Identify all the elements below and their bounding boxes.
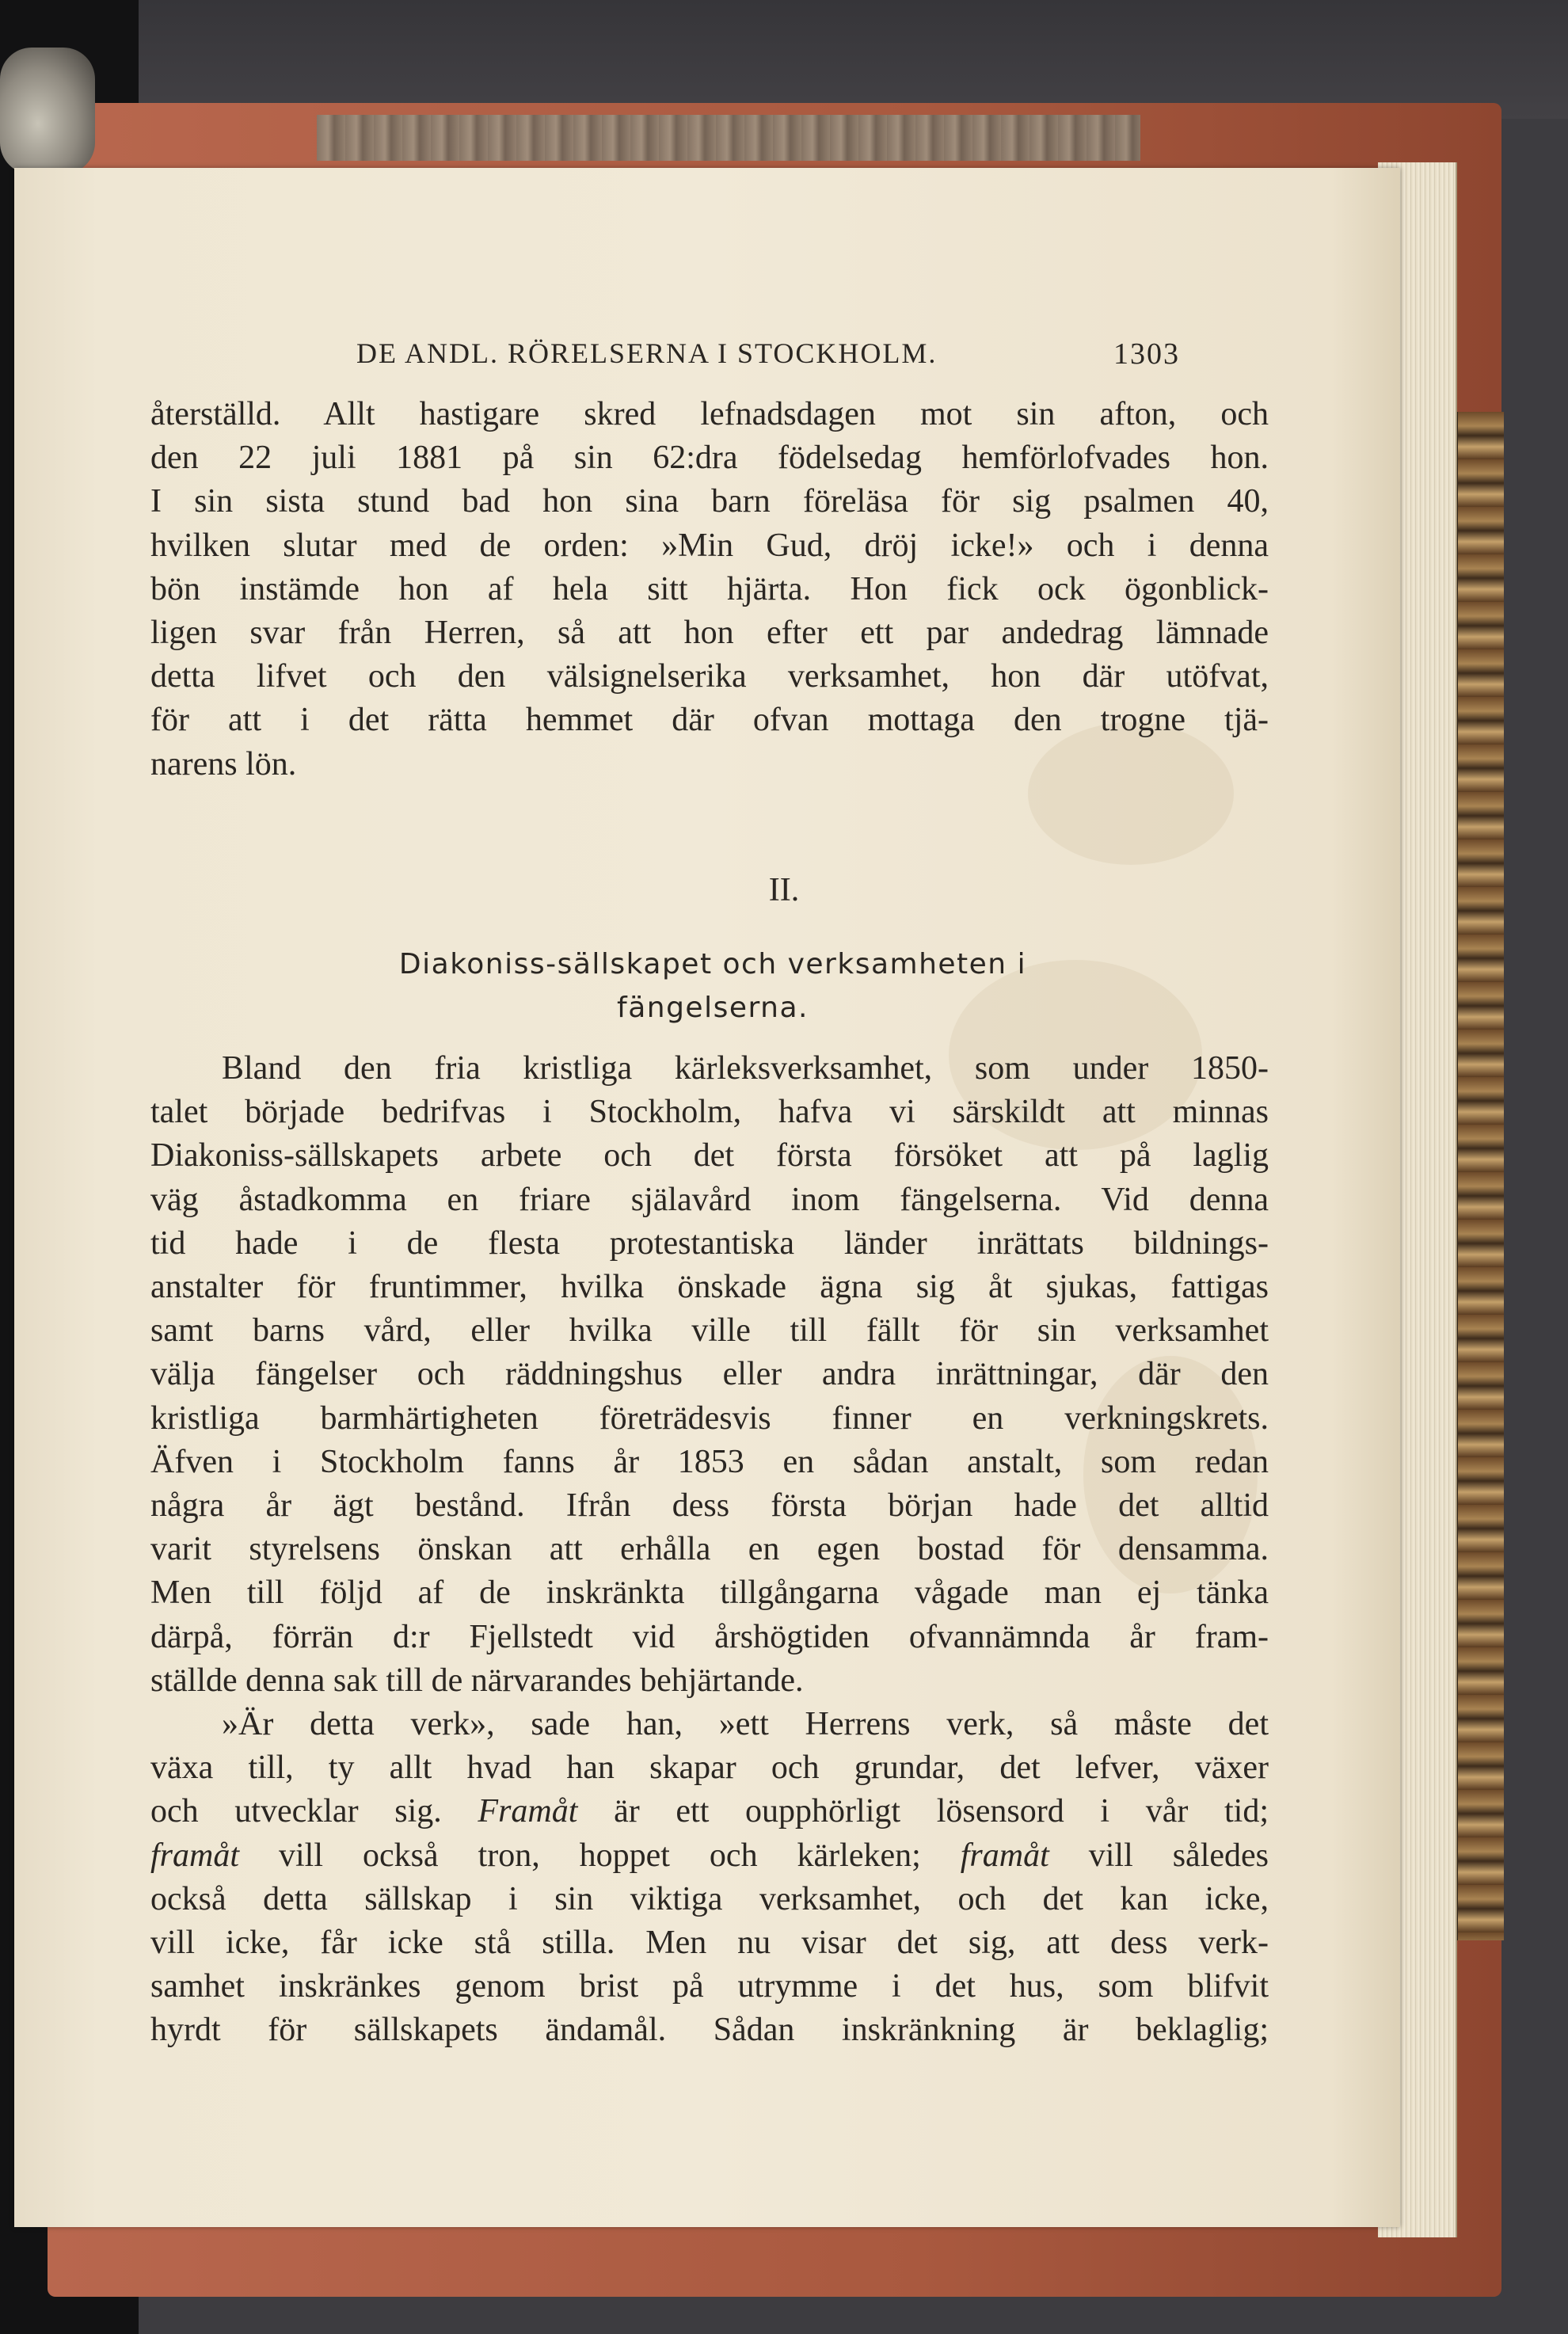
text-line: Men till följd af de inskränkta tillgångarna vågade man ej tänka (150, 1574, 1269, 1612)
text-line: den 22 juli 1881 på sin 62:dra födelsedag hemförlofvades hon. (150, 440, 1269, 477)
section-heading-line: Diakoniss-sällskapet och verksamheten i (398, 948, 1027, 980)
text-line: hyrdt för sällskapets ändamål. Sådan inskränkning är beklaglig; (150, 2012, 1269, 2049)
text-line: samhet inskränkes genom brist på utrymme i det hus, som blifvit (150, 1968, 1269, 2005)
running-head-title: DE ANDL. RÖRELSERNA I STOCKHOLM. (356, 337, 938, 369)
section-heading-line: fängelserna. (617, 992, 809, 1024)
text-line: varit styrelsens önskan att erhålla en egen bostad för densamma. (150, 1531, 1269, 1568)
italic-emphasis: framåt (960, 1837, 1049, 1874)
text-line: välja fängelser och räddningshus eller andra inrättningar, där den (150, 1356, 1269, 1393)
paragraph-2 (150, 1047, 1269, 2053)
text-line: I sin sista stund bad hon sina barn föreläsa för sig psalmen 40, (150, 483, 1269, 520)
text-line: ställde denna sak till de närvarandes behjärtande. (150, 1662, 804, 1699)
text-line: ligen svar från Herren, så att hon efter ett par andedrag lämnade (150, 615, 1269, 652)
text-line: samt barns vård, eller hvilka ville till fällt för sin verksamhet (150, 1312, 1269, 1350)
text-line: vill icke, får icke stå stilla. Men nu visar det sig, att dess verk- (150, 1925, 1269, 1962)
book-headband (317, 115, 1140, 161)
text-line: därpå, förrän d:r Fjellstedt vid årshögtiden ofvannämnda år fram- (150, 1618, 1269, 1655)
text-line: »Är detta verk», sade han, »ett Herrens verk, så måste det (222, 1706, 1269, 1743)
text-line: några år ägt bestånd. Ifrån dess första början hade det alltid (150, 1487, 1269, 1525)
text-line: talet började bedrifvas i Stockholm, hafva vi särskildt att minnas (150, 1094, 1269, 1131)
text-line: hvilken slutar med de orden: »Min Gud, dröj icke!» och i denna (150, 527, 1269, 564)
text-line: framåt vill också tron, hoppet och kärleken; framåt vill således (150, 1837, 1269, 1874)
text-line: Bland den fria kristliga kärleksverksamhet, som under 1850- (222, 1050, 1269, 1087)
text-line: tid hade i de flesta protestantiska länder inrättats bildnings- (150, 1224, 1269, 1262)
text-line: bön instämde hon af hela sitt hjärta. Hon fick ock ögonblick- (150, 570, 1269, 607)
text-line: för att i det rätta hemmet där ofvan mottaga den trogne tjä- (150, 702, 1269, 739)
text-line: kristliga barmhärtigheten företrädesvis finner en verkningskrets. (150, 1399, 1269, 1437)
text-line: också detta sällskap i sin viktiga verksamhet, och det kan icke, (150, 1880, 1269, 1917)
text-line: Äfven i Stockholm fanns år 1853 en sådan anstalt, som redan (150, 1443, 1269, 1480)
text-line: narens lön. (150, 745, 297, 782)
section-heading (301, 942, 1125, 1030)
italic-emphasis: Framåt (478, 1793, 578, 1830)
running-head (356, 337, 1180, 376)
text-line: återställd. Allt hastigare skred lefnadsdagen mot sin afton, och (150, 396, 1269, 432)
text-line: Diakoniss-sällskapets arbete och det första försöket att på laglig (150, 1137, 1269, 1175)
page-number: 1303 (1113, 337, 1180, 371)
text-line: väg åstadkomma en friare själavård inom fängelserna. Vid denna (150, 1181, 1269, 1218)
paragraph-1 (150, 393, 1269, 786)
text-line: och utvecklar sig. Framåt är ett oupphörligt lösensord i vår tid; (150, 1793, 1269, 1830)
binding-cord (0, 48, 95, 174)
text-line: anstalter för fruntimmer, hvilka önskade ägna sig åt sjukas, fattigas (150, 1269, 1269, 1306)
text-line: detta lifvet och den välsignelserika verksamhet, hon där utöfvat, (150, 658, 1269, 695)
marbled-page-edge (1456, 412, 1504, 1940)
italic-emphasis: framåt (150, 1837, 240, 1874)
text-line: växa till, ty allt hvad han skapar och grundar, det lefver, växer (150, 1750, 1269, 1787)
section-number: II. (768, 872, 800, 908)
scanner-background (0, 0, 1568, 119)
